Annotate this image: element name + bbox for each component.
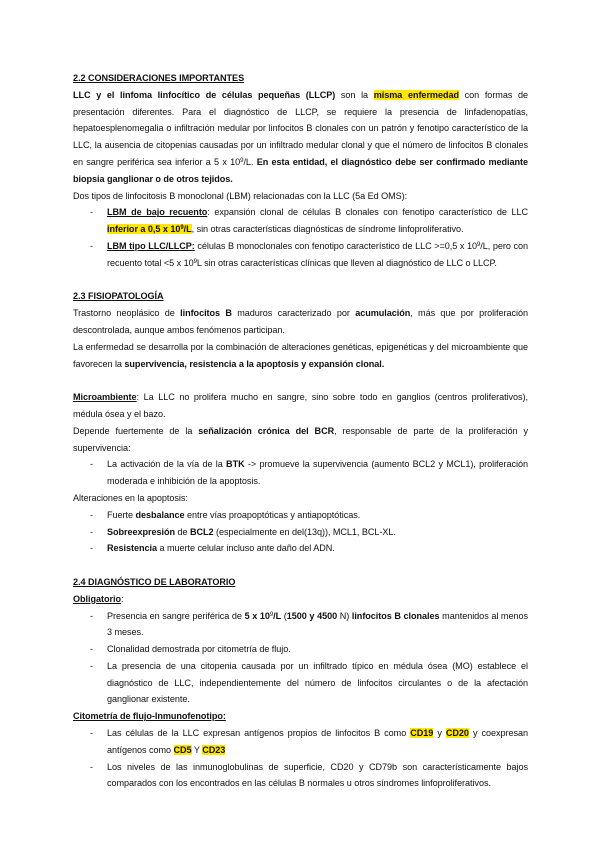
list-item-antigenos: - Las células de la LLC expresan antígenos propios de linfocitos B como CD19 y CD20 y coexpresan antígenos como CD5 Y CD23 xyxy=(73,725,528,759)
paragraph-apoptosis: Alteraciones en la apoptosis: xyxy=(73,492,188,503)
section-heading-fisiopatologia: 2.3 FISIOPATOLOGÍA xyxy=(73,291,164,302)
list-item-lbm-tipo-llc xyxy=(73,238,528,272)
paragraph-llc-llcp xyxy=(73,87,528,188)
highlight-cd20: CD20 xyxy=(445,728,469,739)
bold-text: En esta entidad, el diagnóstico debe ser confirmado mediante biopsia ganglionar o de otros tejidos. xyxy=(73,156,529,184)
obligatorio-list xyxy=(73,608,528,709)
lbm-list xyxy=(73,204,528,271)
btk-list xyxy=(73,456,528,490)
bold-text: LLC y el linfoma linfocítico de células pequeñas (LLCP) xyxy=(73,89,336,100)
document-page xyxy=(73,70,528,792)
superscript: 9 xyxy=(240,157,244,164)
text: L sin otras características clínicas que lleven al diagnóstico de LLC o LLCP. xyxy=(196,257,497,268)
list-item-btk: - La activación de la vía de la BTK -> promueve la supervivencia (aumento BCL2 y MCL1), proliferación moderada e inhibición de la apoptosis. xyxy=(73,456,528,490)
list-item-inmunoglobulinas: - Los niveles de las inmunoglobulinas de superficie, CD20 y CD79b son característicamente bajos comparados con los encontrados en las células B normales u otros síndromes linfoproliferativos. xyxy=(73,759,528,793)
text: son la xyxy=(335,89,374,100)
list-item-lbm-bajo xyxy=(73,204,528,238)
highlight-inferior: inferior a 0,5 x $10^9/L$ xyxy=(107,224,192,235)
paragraph-enfermedad: La enfermedad se desarrolla por la combinación de alteraciones genéticas, epigenéticas y del microambiente que favorecen la supervivencia, resistencia a la apoptosis y expansión clonal. xyxy=(73,341,528,369)
item-label: LBM de bajo recuento xyxy=(107,207,208,218)
superscript: 9 xyxy=(476,241,481,248)
section-heading-consideraciones: 2.2 CONSIDERACIONES IMPORTANTES xyxy=(73,73,245,83)
paragraph-lbm-types: Dos tipos de linfocitosis B monoclonal (LBM) relacionadas con la LLC (5a Ed OMS): xyxy=(73,190,408,201)
citometria-list xyxy=(73,725,528,792)
citometria-label: Citometría de flujo-Inmunofenotipo: xyxy=(73,711,226,722)
item-label: LBM tipo LLC/LLCP: xyxy=(107,240,195,251)
apoptosis-list xyxy=(73,507,528,557)
paragraph-bcr: Depende fuertemente de la señalización crónica del BCR, responsable de parte de la proliferación y supervivencia: xyxy=(73,425,528,453)
highlight-cd19: CD19 xyxy=(410,728,434,739)
text: células B monoclonales con fenotipo característico de LLC >=0,5 x 10 xyxy=(194,240,477,251)
highlight-cd23: CD23 xyxy=(202,744,226,755)
list-item: - Presencia en sangre periférica de 5 x $10^9/L$ (1500 y 4500 N) linfocitos B clonales mantenidos al menos 3 meses. xyxy=(73,608,528,642)
list-item: - Fuerte desbalance entre vías proapoptóticas y antiapoptóticas. xyxy=(73,507,528,524)
list-item: - Clonalidad demostrada por citometría de flujo. xyxy=(73,641,528,658)
highlight-cd5: CD5 xyxy=(173,744,192,755)
obligatorio-label: Obligatorio: xyxy=(73,593,124,604)
paragraph-trastorno: Trastorno neoplásico de linfocitos B maduros caracterizado por acumulación, más que por proliferación descontrolada, aunque ambos fenómenos participan. xyxy=(73,308,528,335)
highlight-misma-enfermedad: misma enfermedad xyxy=(373,89,459,100)
text: con formas de presentación diferentes. Para el diagnóstico de LLCP, se requiere la presencia de linfadenopatías, hepatoesplenomegalia o infiltración medular por linfocitos B clonales con un patrón y fenotipo característico de la LLC, la ausencia de citopenias causadas por un infiltrado medular clonal y que el número de linfocitos B clonales en sangre periférica sea inferior a 5 x 10 xyxy=(73,89,529,167)
text: /L, pero con recuento total <5 x 10 xyxy=(107,240,528,268)
text: , sin otras características diagnósticas de síndrome linfoproliferativo. xyxy=(191,224,464,235)
paragraph-microambiente: Microambiente: La LLC no prolifera mucho en sangre, sino sobre todo en ganglios (centros proliferativos), médula ósea y el bazo. xyxy=(73,392,528,419)
list-item: - La presencia de una citopenia causada por un infiltrado típico en médula ósea (MO) establece el diagnóstico de LLC, independientemente del número de linfocitos circulantes o de la afectación ganglionar existente. xyxy=(73,658,528,708)
section-heading-diagnostico: 2.4 DIAGNÓSTICO DE LABORATORIO xyxy=(73,576,236,587)
microambiente-label: Microambiente xyxy=(73,392,137,403)
superscript: 9 xyxy=(193,258,197,265)
list-item: - Resistencia a muerte celular incluso ante daño del ADN. xyxy=(73,540,528,557)
text: /L. xyxy=(243,156,257,167)
text: : expansión clonal de células B clonales con fenotipo característico de LLC xyxy=(207,207,528,218)
list-item: - Sobreexpresión de BCL2 (especialmente en del(13q)), MCL1, BCL-XL. xyxy=(73,524,528,541)
